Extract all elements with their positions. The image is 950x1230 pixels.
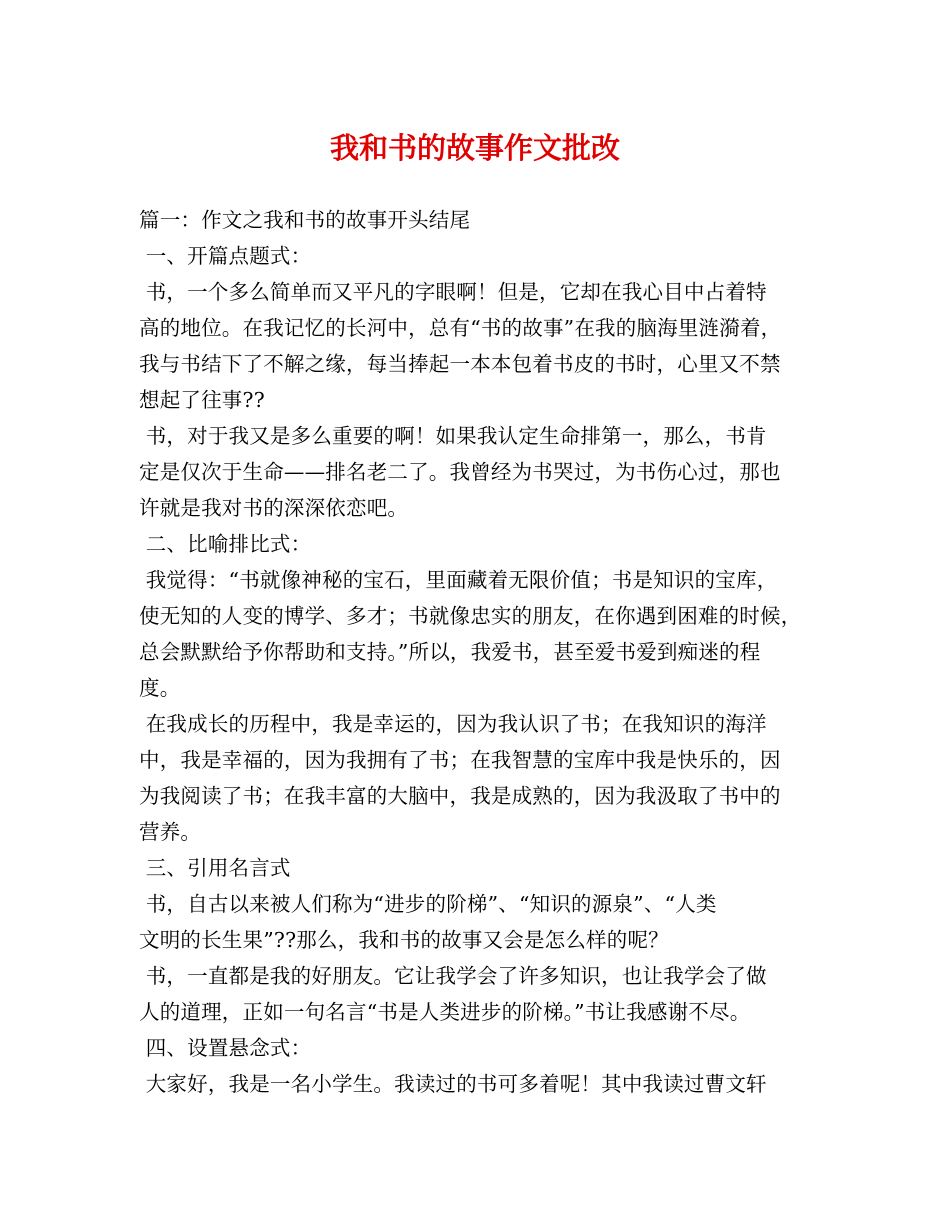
text-line: 人的道理，正如一句名言“书是人类进步的阶梯。”书让我感谢不尽。 xyxy=(139,1000,751,1024)
text-line: 高的地位。在我记忆的长河中，总有“书的故事”在我的脑海里涟漪着， xyxy=(139,316,782,340)
text-line: 想起了往事?? xyxy=(139,388,265,412)
text-line: 大家好，我是一名小学生。我读过的书可多着呢！其中我读过曹文轩 xyxy=(139,1072,767,1096)
text-line: 营养。 xyxy=(139,820,202,844)
text-line: 一、开篇点题式： xyxy=(139,244,312,268)
document-body xyxy=(139,202,829,1102)
text-line: 四、设置悬念式： xyxy=(139,1036,312,1060)
text-line: 我与书结下了不解之缘，每当捧起一本本包着书皮的书时，心里又不禁 xyxy=(139,352,781,376)
text-line: 文明的长生果”??那么，我和书的故事又会是怎么样的呢？ xyxy=(139,928,669,952)
text-line: 二、比喻排比式： xyxy=(139,532,312,556)
text-line: 篇一：作文之我和书的故事开头结尾 xyxy=(139,208,471,232)
text-line: 使无知的人变的博学、多才；书就像忠实的朋友，在你遇到困难的时候， xyxy=(139,604,802,628)
text-line: 总会默默给予你帮助和支持。”所以，我爱书，甚至爱书爱到痴迷的程 xyxy=(139,640,761,664)
text-line: 书，一个多么简单而又平凡的字眼啊！但是，它却在我心目中占着特 xyxy=(139,280,767,304)
text-line: 定是仅次于生命——排名老二了。我曾经为书哭过，为书伤心过，那也 xyxy=(139,460,781,484)
text-line: 三、引用名言式 xyxy=(139,856,291,880)
text-line: 书，一直都是我的好朋友。它让我学会了许多知识，也让我学会了做 xyxy=(139,964,767,988)
text-line: 中，我是幸福的，因为我拥有了书；在我智慧的宝库中我是快乐的，因 xyxy=(139,748,781,772)
document-title: 我和书的故事作文批改 xyxy=(329,131,620,165)
text-line: 书，对于我又是多么重要的啊！如果我认定生命排第一，那么，书肯 xyxy=(139,424,767,448)
text-line: 许就是我对书的深深依恋吧。 xyxy=(139,496,409,520)
text-line: 我觉得：“书就像神秘的宝石，里面藏着无限价值；书是知识的宝库， xyxy=(139,568,778,592)
text-line: 书，自古以来被人们称为“进步的阶梯”、“知识的源泉”、“人类 xyxy=(139,892,717,916)
text-line: 在我成长的历程中，我是幸运的，因为我认识了书；在我知识的海洋 xyxy=(139,712,767,736)
text-line: 度。 xyxy=(139,676,181,700)
text-line: 为我阅读了书；在我丰富的大脑中，我是成熟的，因为我汲取了书中的 xyxy=(139,784,781,808)
